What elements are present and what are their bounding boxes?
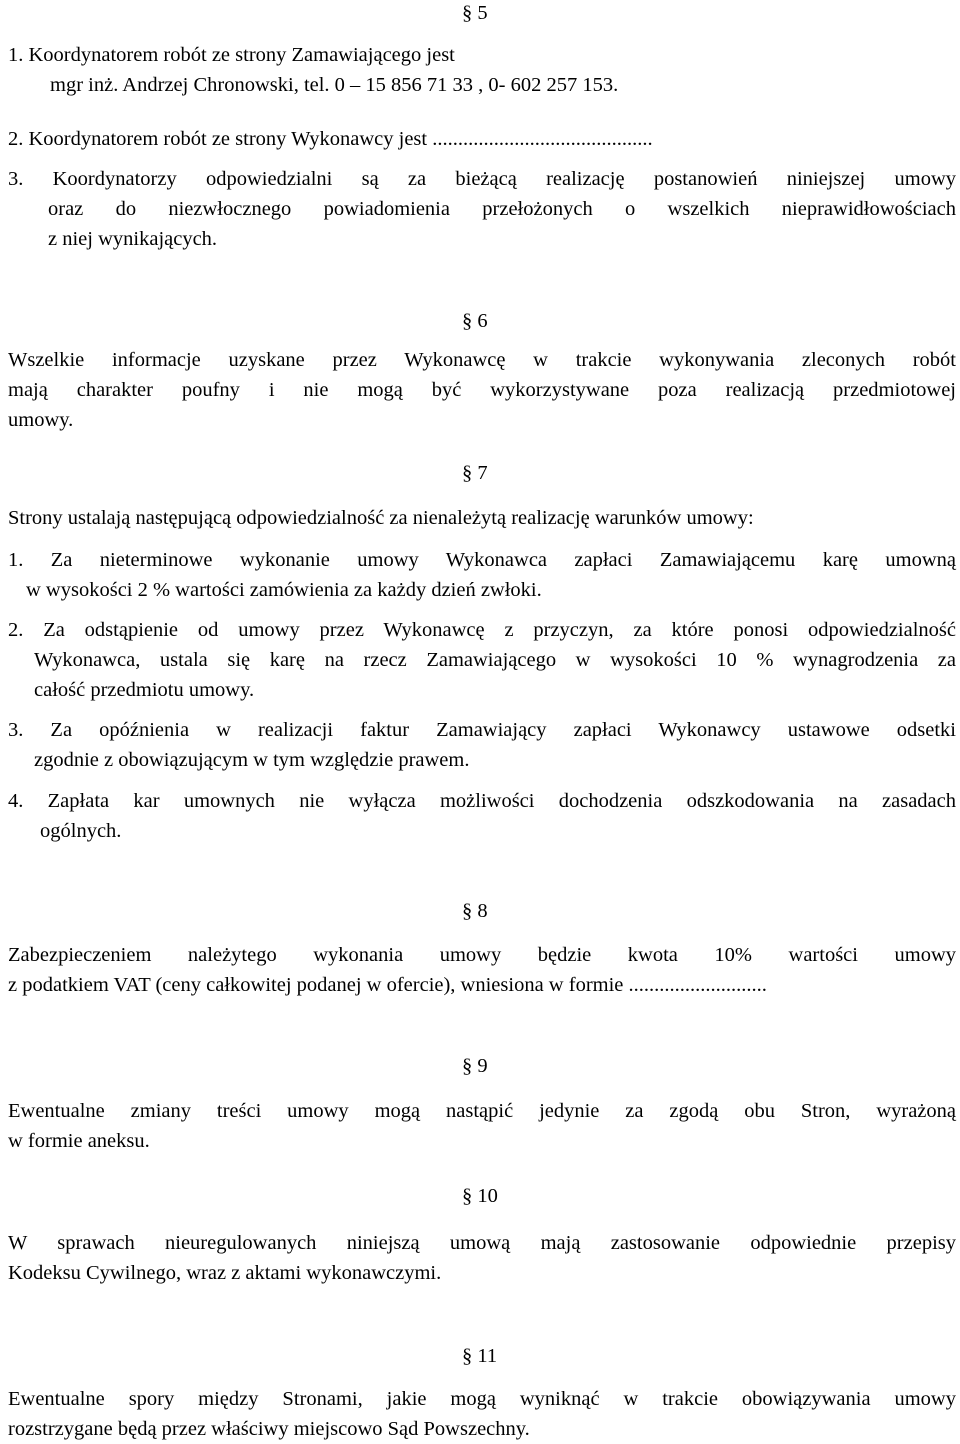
section-5-heading: § 5 [462,2,488,24]
s11-line-2: rozstrzygane będą przez właściwy miejscowo Sąd Powszechny. [8,1418,530,1440]
s5-i1-line-1: 1. Koordynatorem robót ze strony Zamawiającego jest [8,44,455,66]
section-11-text [8,1384,956,1444]
s5-i1-line-2: mgr inż. Andrzej Chronowski, tel. 0 – 15 856 71 33 , 0- 602 257 153. [50,74,619,96]
section-10-text [8,1228,956,1288]
s6-line-3: umowy. [8,409,74,431]
s7-i4-line-1: 4. Zapłata kar umownych nie wyłącza możliwości dochodzenia odszkodowania na zasadach [8,790,956,812]
s11-line-1: Ewentualne spory między Stronami, jakie mogą wyniknąć w trakcie obowiązywania umowy [8,1388,956,1410]
section-6-text [8,345,956,435]
s7-intro-line: Strony ustalają następującą odpowiedzialność za nienależytą realizację warunków umowy: [8,507,754,529]
section-11-heading: § 11 [462,1345,498,1367]
section-7-item-3 [8,715,956,775]
section-10-heading: § 10 [462,1185,498,1207]
s9-line-2: w formie aneksu. [8,1130,150,1152]
s7-i1-line-2: w wysokości 2 % wartości zamówienia za każdy dzień zwłoki. [26,579,542,601]
s7-i2-line-3: całość przedmiotu umowy. [34,679,255,701]
section-9-heading: § 9 [462,1055,488,1077]
section-7-item-1 [8,545,956,605]
section-7-item-2 [8,615,956,705]
s7-i3-line-1: 3. Za opóźnienia w realizacji faktur Zamawiający zapłaci Wykonawcy ustawowe odsetki [8,719,956,741]
s9-line-1: Ewentualne zmiany treści umowy mogą nastąpić jedynie za zgodą obu Stron, wyrażoną [8,1100,956,1122]
s8-line-1: Zabezpieczeniem należytego wykonania umowy będzie kwota 10% wartości umowy [8,944,956,966]
s6-line-1: Wszelkie informacje uzyskane przez Wykonawcę w trakcie wykonywania zleconych robót [8,349,956,371]
section-7-intro [8,503,956,533]
section-5-item-3 [8,164,956,254]
section-9-text [8,1096,956,1156]
section-8-text [8,940,956,1000]
section-5-item-1 [8,40,956,100]
s10-line-2: Kodeksu Cywilnego, wraz z aktami wykonawczymi. [8,1262,442,1284]
s7-i3-line-2: zgodnie z obowiązującym w tym względzie prawem. [34,749,470,771]
section-8-heading: § 8 [462,900,488,922]
s5-i3-line-3: z niej wynikających. [48,228,218,250]
section-7-heading: § 7 [462,462,488,484]
s5-i2-line: 2. Koordynatorem robót ze strony Wykonawcy jest ........................................... [8,128,653,150]
s10-line-1: W sprawach nieuregulowanych niniejszą umową mają zastosowanie odpowiednie przepisy [8,1232,956,1254]
s5-i3-line-2: oraz do niezwłocznego powiadomienia przełożonych o wszelkich nieprawidłowościach [48,198,956,220]
section-6-heading: § 6 [462,310,488,332]
s8-line-2: z podatkiem VAT (ceny całkowitej podanej w ofercie), wniesiona w formie ........................... [8,974,767,996]
s6-line-2: mają charakter poufny i nie mogą być wykorzystywane poza realizacją przedmiotowej [8,379,956,401]
s7-i2-line-2: Wykonawca, ustala się karę na rzecz Zamawiającego w wysokości 10 % wynagrodzenia za [34,649,956,671]
section-5-item-2 [8,124,956,154]
s7-i2-line-1: 2. Za odstąpienie od umowy przez Wykonawcę z przyczyn, za które ponosi odpowiedzialność [8,619,956,641]
s5-i3-line-1: 3. Koordynatorzy odpowiedzialni są za bieżącą realizację postanowień niniejszej umowy [8,168,956,190]
section-7-item-4 [8,786,956,846]
s7-i1-line-1: 1. Za nieterminowe wykonanie umowy Wykonawca zapłaci Zamawiającemu karę umowną [8,549,956,571]
s7-i4-line-2: ogólnych. [40,820,122,842]
